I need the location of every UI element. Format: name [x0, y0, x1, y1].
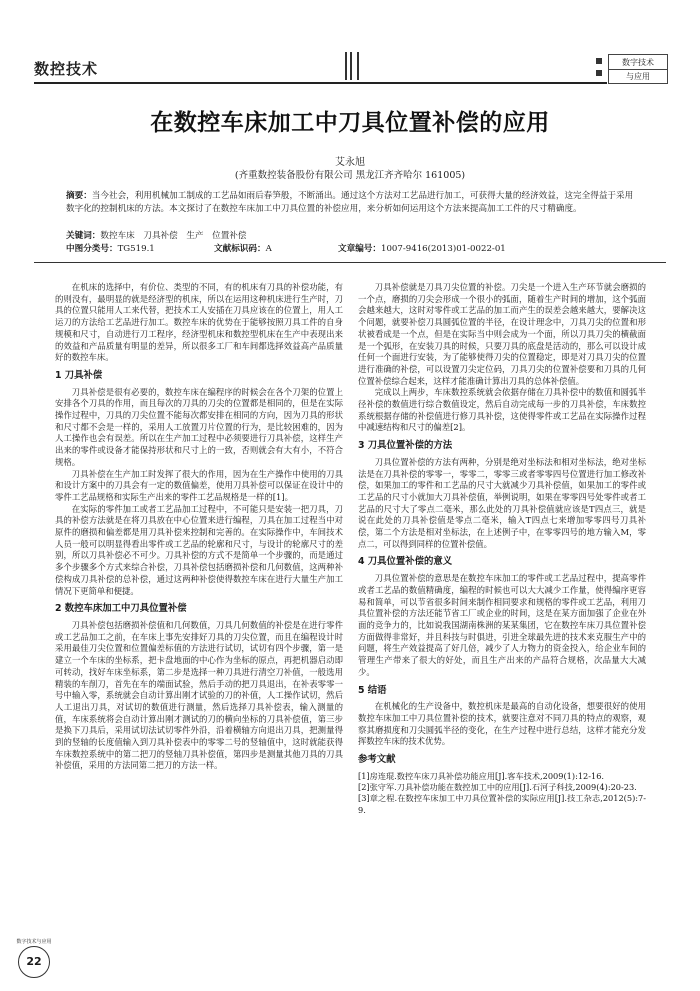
reference-item: [2]张守军.刀具补偿功能在数控加工中的应用[J].石河子科技,2009(4):20-23. [358, 782, 637, 793]
article-title: 在数控车床加工中刀具位置补偿的应用 [150, 109, 550, 136]
references-heading: 参考文献 [358, 754, 396, 766]
keywords-text: 数控车床 刀具补偿 生产 位置补偿 [100, 231, 247, 241]
paragraph: 刀具位置补偿的意思是在数控车床加工的零件或工艺品过程中，提高零件或者工艺品的数值精确度，编程的时候也可以大大减少工作量，使得编序更容易和简单，可以节省很多时间来制作相同要求和规格的零件或工艺品，利用刀具位置补偿的方法还能节省工厂或企业的时间，这是在某方面加强了企业在外面的竞争力的，比如说我国湖南株洲的某某集团，它在数控车床刀具位置补偿方面做得非常好，并且科技与时俱进，引进全球最先进的技术来克服生产中的问题，将生产效益提高了好几倍，减少了人力物力的资金投入，给企业车间的管理生产带来了很大的好处，而且生产出来的产品符合规格，次品量大大减少。 [358, 573, 646, 677]
divider [34, 262, 666, 263]
doc-label: 文献标识码： [214, 244, 266, 254]
page-caption: 数字技术与应用 [16, 939, 52, 945]
page-number: 22 [18, 946, 50, 978]
author: 艾永旭 [335, 157, 365, 168]
square-ornament-icon [596, 58, 602, 64]
doc-value: A [265, 244, 272, 254]
section-heading: 4 刀具位置补偿的意义 [358, 556, 453, 568]
clc-code [66, 243, 155, 255]
square-ornament-icon [596, 70, 602, 76]
section-heading: 2 数控车床加工中刀具位置补偿 [55, 603, 187, 615]
journal-badge [608, 54, 668, 84]
badge-top: 数字技术 [622, 58, 654, 67]
paragraph: 完成以上两步，车床数控系统就会依据存储在刀具补偿中的数值和圆弧半径补偿的数值进行综合数值设定，然后自动完成每一步的刀具补偿，车床数控系统根据存储的补偿值进行修刀具补偿，这使得零件或工艺品在实际操作过程中减速结构和尺寸的偏差[2]。 [358, 387, 646, 433]
section-heading: 1 刀具补偿 [55, 369, 103, 381]
page-header [0, 48, 700, 90]
paragraph: 刀具位置补偿的方法有两种，分别是绝对坐标法和相对坐标法，绝对坐标法是在刀具补偿的零零一，零零二，零零三或者零零四号位置进行加工修改补偿，如果加工的零件和工艺品的尺寸大就减少刀具补偿值，如果加工的零件或工艺品的尺寸小就加大刀具补偿值，举例说明，如果在零零四号处零件或者工艺品的尺寸大了零点二毫米，那么此处的刀具补偿值就应该是T四点三，就是说在此处的刀具补偿值是零点二毫米，输入T四点七来增加零零四号刀具补偿，第二个方法是相对坐标法，在上述例子中，在零零四号的地方输入M，零点二，可以得到同样的位置补偿值。 [358, 456, 646, 549]
right-column [358, 282, 646, 816]
paragraph: 在机械化的生产设备中，数控机床是最高的自动化设备，想要很好的使用数控车床加工中刀具位置补偿的技术，就要注意对不同刀具的特点的观察，观察其磨损度和刀尖圆弧半径的变化，在生产过程中进行总结，这样才能充分发挥数控车床的技术优势。 [358, 701, 646, 747]
paragraph: 刀具补偿就是刀具刀尖位置的补偿。刀尖是一个进入生产环节就会磨损的一个点，磨损的刀尖会形成一个很小的弧面，随着生产时间的增加，这个弧面会越来越大，这时对零件或工艺品的加工而产生的误差会越来越大，要解决这个问题，就要补偿刀具圆弧位置的半径，在设计理念中，刀具刀尖的位置和形状被看成是一个点，但是在实际当中则会成为一个面，所以刀具刀尖的横截面是一个弧形，在安装刀具的时候，只要刀具的底盘是活动的，那么可以设计成任何一个面进行安装，为了能够使得刀尖的位置稳定，即是对刀具刀尖的位置进行准确的补偿，可以设置刀尖定位码，刀具刀尖的位置补偿要和刀具的几何位置补偿综合起来，这样才能准确计算出刀具的总体补偿值。 [358, 282, 646, 386]
article-id [338, 243, 506, 255]
left-column [55, 282, 343, 772]
header-bar-mid [350, 52, 352, 80]
affiliation: (齐重数控装备股份有限公司 黑龙江齐齐哈尔 161005) [234, 170, 466, 181]
abstract-text: 当今社会，利用机械加工制成的工艺品如雨后春笋般，不断涌出。通过这个方法对工艺品进行加工，可获得大量的经济效益，这完全得益于采用数字化的控制机床的方法。本文探讨了在数控车床加工中刀具位置的补偿应用，来分析如何运用这个方法来提高加工工件的尺寸精确度。 [66, 191, 634, 214]
paragraph: 在机床的选择中，有价位、类型的不同，有的机床有刀具的补偿功能，有的则没有，最明显的就是经济型的机床，所以在运用这种机床进行生产时，刀具的位置只能用人工来代替，把技术工人安插在刀具应该在的位置上，用人工运刀的方法给工艺品进行加工。数控车床的优势在于能够按照刀具工件的自身规模和尺寸，自动进行刀工程序，经济型机床和数控型机床在生产中表现出来的效益和产品质量有明显的差异，所以很多工厂和车间都选择效益高产品质量好的数控车床。 [55, 282, 343, 363]
clc-label: 中图分类号： [66, 244, 118, 254]
keywords-label: 关键词： [66, 231, 101, 241]
abstract-label: 摘要： [66, 191, 92, 201]
reference-item: [1]房连琨.数控车床刀具补偿功能应用[J].客车技术,2009(1):12-16. [358, 770, 605, 781]
section-heading: 3 刀具位置补偿的方法 [358, 440, 453, 452]
paragraph: 在实际的零件加工或者工艺品加工过程中，不可能只是安装一把刀具，刀具的补偿方法就是在将刀具放在中心位置来进行编程，刀具在加工过程当中对原件的磨损和偏差都是用刀具补偿来控制和完善的。在实际操作中，车间技术人员一般可以明显得看出零件或工艺品的轮廓和尺寸，与设计的轮廓尺寸的差别，所以刀具补偿必不可少。刀具补偿的方式不是简单一个步骤的，而是通过多个步骤多个方式来综合补偿，刀具补偿包括磨损补偿和几何数值，这两种补偿构成刀具补偿的总补偿，通过这两种补偿使得数控车床在进行大量生产加工情况下更简单和便捷。 [55, 503, 343, 596]
section-heading: 5 结语 [358, 684, 387, 696]
header-rule [34, 82, 607, 84]
keywords [66, 230, 638, 242]
paragraph: 刀具补偿在生产加工时发挥了很大的作用，因为在生产操作中使用的刀具和设计方案中的刀具会有一定的数值偏差，使用刀具补偿可以保证在设计中的零件工艺品规格和实际生产出来的零件工艺品规格是一样的[1]。 [55, 468, 343, 502]
article-id-value: 1007-9416(2013)01-0022-01 [380, 244, 506, 254]
paragraph: 刀具补偿是很有必要的，数控车床在编程序的时候会在各个刀架的位置上安排各个刀具的作用，而且每次的刀具的刀尖的位置都是相同的，但是在实际操作过程中，刀具的刀尖位置不能每次都安排在相同的方向，因为刀具的形状和尺寸都不会是一样的，采用人工放置刀片位置的行为，是比较困难的，因为人工操作也会有误差。所以在生产加工过程中必须要进行刀具补偿，这样生产出来的零件或设备才能保持形状和尺寸上的一致，否则就会有大有小，不符合规格。 [55, 386, 343, 467]
paragraph: 刀具补偿包括磨损补偿值和几何数值，刀具几何数值的补偿是在进行零件或工艺品加工之前，在车床上事先安排好刀具的刀尖位置，而且在编程设计时采用最佳刀尖位置和位置偏差标值的方法进行试切，试切有四个步骤，第一是建立一个车床的坐标系，把卡盘地面的中心作为坐标的原点，再把机器启动即可转动，找好车床坐标系，第二步是选择一种刀具进行清空刀补值，一般选用精装的车削刀，首先在车的端面试验，然后手动的把刀具退出，在补表零零一号中输入零，系统就会自动计算出刚才试验的刀的补值，人工操作试切，然后人工退出刀具，对试切的数值进行测量，然后选择刀具补偿表，输入测量的值，车床系统将会自动计算出刚才测试的刀的横向坐标的刀具补偿值，第三步是换下刀具后，采用试切法试切零件外沿，沿着横轴方向退出刀具，把测量得到的竖轴的长度值输入到刀具补偿表中的零零二号的竖轴值中，这时就能获得车床数控系统中的第二把刀的竖轴刀具补偿值，第四步是测量其他刀具的刀具补偿值，采用的方法同第二把刀的方法一样。 [55, 619, 343, 771]
abstract [66, 190, 638, 215]
badge-bottom: 与应用 [609, 69, 667, 83]
references [358, 771, 646, 816]
header-bars [345, 52, 359, 80]
doc-code [214, 243, 272, 255]
article-id-label: 文章编号： [338, 244, 381, 254]
reference-item: [3]章之程.在数控车床加工中刀具位置补偿的实际应用[J].技工杂志,2012(5):7-9. [358, 793, 646, 815]
clc-value: TG519.1 [117, 244, 155, 254]
section-title: 数控技术 [34, 60, 99, 78]
